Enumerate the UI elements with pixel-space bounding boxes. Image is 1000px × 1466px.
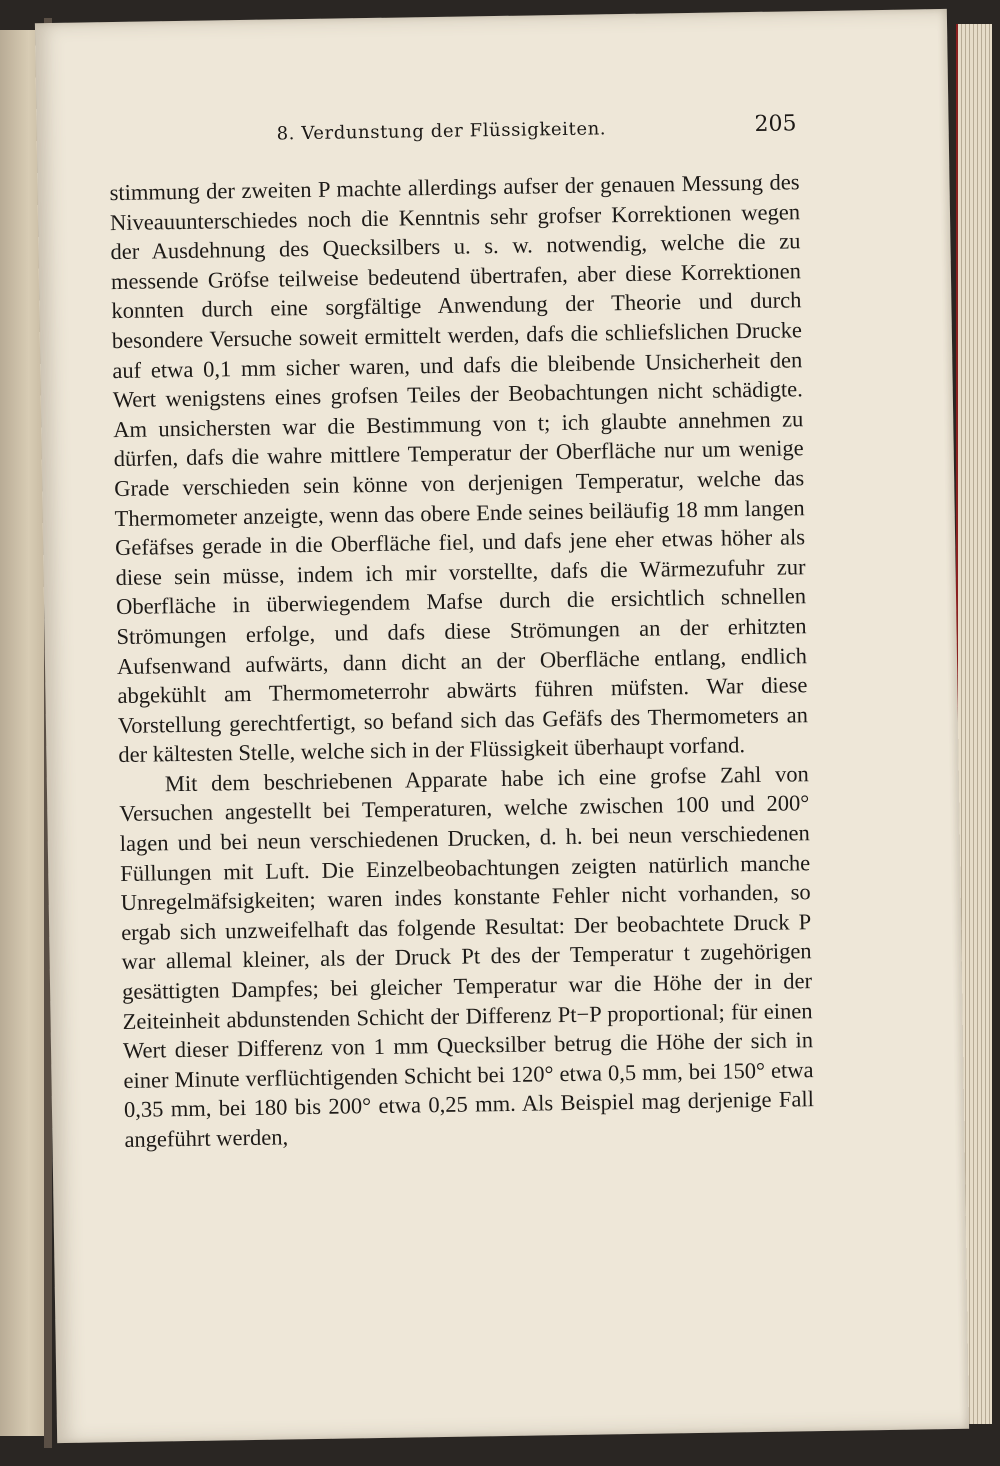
page-number: 205: [754, 111, 797, 137]
page-header: [276, 111, 796, 149]
body-text: [109, 167, 814, 1154]
paragraph-2: Mit dem beschriebenen Apparate habe ich eine grofse Zahl von Versuchen angestellt bei Temperaturen, welche zwischen 100 und 200° lagen und bei neun verschiedenen Drucken, d. h. bei neun verschiedenen Füllungen mit Luft. Die Einzelbeobachtungen zeigten natürlich manche Unregelmäfsigkeiten; waren indes konstante Fehler nicht vorhanden, so ergab sich unzweifelhaft das folgende Resultat: Der beobachtete Druck P war allemal kleiner, als der Druck Pt des der Temperatur t zugehörigen gesättigten Dampfes; bei gleicher Temperatur war die Höhe der in der Zeiteinheit abdunstenden Schicht der Differenz Pt−P proportional; für einen Wert dieser Differenz von 1 mm Quecksilber betrug die Höhe der sich in einer Minute verflüchtigenden Schicht bei 120° etwa 0,5 mm, bei 150° etwa 0,35 mm, bei 180 bis 200° etwa 0,25 mm. Als Beispiel mag derjenige Fall angeführt werden,: [119, 761, 815, 1152]
running-title: 8. Verdunstung der Flüssigkeiten.: [276, 118, 607, 145]
book-page: [35, 9, 969, 1443]
paragraph-1: stimmung der zweiten P machte allerdings aufser der genauen Messung des Niveauunterschiedes noch die Kenntnis sehr grofser Korrektionen wegen der Ausdehnung des Quecksilbers u. s. w. notwendig, welche die zu messende Gröfse teilweise bedeutend übertrafen, aber diese Korrektionen konnten durch eine sorgfältige Anwendung der Theorie und durch besondere Versuche soweit ermittelt werden, dafs die schliefslichen Drucke auf etwa 0,1 mm sicher waren, und dafs die bleibende Unsicherheit den Wert wenigstens eines grofsen Teiles der Beobachtungen nicht schädigte. Am unsichersten war die Bestimmung von t; ich glaubte annehmen zu dürfen, dafs die wahre mittlere Temperatur der Oberfläche nur um wenige Grade verschieden sein könne von derjenigen Temperatur, welche das Thermometer anzeigte, wenn das obere Ende seines beiläufig 18 mm langen Gefäfses gerade in die Oberfläche fiel, und dafs jene eher etwas höher als diese sein müsse, indem ich mir vorstellte, dafs die Wärmezufuhr zur Oberfläche in überwiegendem Mafse durch die ersichtlich schnellen Strömungen erfolge, und dafs diese Strömungen an der erhitzten Aufsenwand aufwärts, dann dicht an der Oberfläche entlang, endlich abgekühlt am Thermometerrohr abwärts führen müfsten. War diese Vorstellung gerechtfertigt, so befand sich das Gefäfs des Thermometers an der kältesten Stelle, welche sich in der Flüssigkeit überhaupt vorfand.: [109, 169, 809, 768]
